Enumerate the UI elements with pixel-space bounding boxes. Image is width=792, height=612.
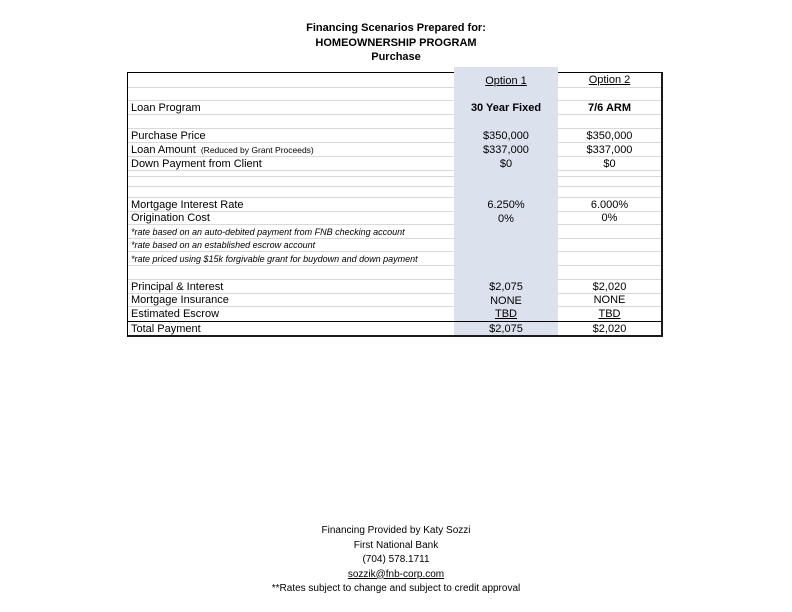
title-line-purchase: Purchase — [371, 51, 421, 63]
row-label: Purchase Price — [128, 129, 454, 143]
table-row-empty — [128, 115, 661, 129]
row-label: Estimated Escrow — [131, 308, 220, 320]
page-title — [0, 21, 792, 65]
row-label: Down Payment from Client — [128, 157, 454, 171]
option1-value: $337,000 — [454, 143, 558, 157]
option2-header-cell — [558, 73, 661, 88]
option2-tbd: TBD — [598, 308, 621, 320]
loan-amount-note: (Reduced by Grant Proceeds) — [200, 144, 314, 155]
table-header-row — [128, 73, 661, 88]
row-label: Loan Program — [128, 101, 454, 115]
row-label — [128, 143, 454, 157]
table-row-empty — [128, 266, 661, 280]
table-row-total-payment — [128, 321, 661, 335]
table-row-down-payment — [128, 157, 661, 171]
option1-value: $350,000 — [454, 129, 558, 143]
option2-value — [558, 307, 661, 321]
title-line-program: HOMEOWNERSHIP PROGRAM — [315, 36, 477, 49]
option2-value — [558, 266, 661, 280]
row-label — [128, 177, 454, 187]
footer-email-row — [0, 568, 792, 583]
row-label: Total Payment — [131, 322, 201, 335]
option2-value — [558, 187, 661, 198]
table-row-footnote — [128, 252, 661, 266]
financing-table — [127, 72, 663, 337]
row-label — [128, 115, 454, 129]
option1-header-cell — [454, 73, 558, 88]
option1-value — [454, 88, 558, 101]
option2-value: $350,000 — [558, 129, 661, 143]
title-line-prepared-for: Financing Scenarios Prepared for: — [306, 22, 486, 34]
row-label: Mortgage Insurance — [128, 294, 454, 307]
table-row-estimated-escrow — [128, 307, 661, 321]
option1-value: 30 Year Fixed — [454, 101, 558, 115]
table-row-purchase-price — [128, 129, 661, 143]
footnote-escrow-account: *rate based on an established escrow account — [128, 239, 454, 252]
option2-value — [558, 252, 661, 266]
option1-value — [454, 177, 558, 187]
option2-value — [558, 115, 661, 129]
option2-value: 7/6 ARM — [558, 101, 661, 115]
table-row-mortgage-insurance — [128, 294, 661, 307]
option1-value: 0% — [454, 212, 558, 225]
option1-value — [454, 187, 558, 198]
row-label — [128, 266, 454, 280]
option1-value — [454, 307, 558, 321]
option2-header: Option 2 — [588, 74, 631, 86]
option1-value: $2,075 — [454, 280, 558, 294]
footer-phone: (704) 578.1711 — [362, 554, 430, 565]
contact-footer — [0, 524, 792, 597]
email-link[interactable]: sozzik@fnb-corp.com — [347, 568, 445, 580]
footer-rates-disclaimer: **Rates subject to change and subject to credit approval — [271, 583, 521, 594]
row-label: Origination Cost — [128, 212, 454, 225]
table-row-principal-interest — [128, 280, 661, 294]
option1-value — [454, 266, 558, 280]
option2-value: $0 — [558, 157, 661, 171]
table-row-loan-program — [128, 101, 661, 115]
table-row-footnote — [128, 239, 661, 252]
option2-value: $337,000 — [558, 143, 661, 157]
option2-value: $2,020 — [558, 280, 661, 294]
option1-header: Option 1 — [485, 74, 527, 87]
option2-value: $2,020 — [592, 322, 627, 335]
footer-provided-by: Financing Provided by Katy Sozzi — [321, 525, 471, 536]
footer-bank-name: First National Bank — [353, 539, 439, 551]
option1-tbd: TBD — [495, 308, 517, 320]
option2-value: NONE — [558, 294, 661, 307]
option1-value — [454, 252, 558, 266]
table-row-empty — [128, 88, 661, 101]
table-row-empty — [128, 187, 661, 198]
option1-value — [454, 225, 558, 239]
option2-value: 0% — [558, 212, 661, 225]
option2-value — [558, 225, 661, 239]
option2-value — [558, 177, 661, 187]
footnote-forgivable-grant: *rate priced using $15k forgivable grant for buydown and down payment — [128, 252, 454, 266]
header-label-spacer — [128, 73, 454, 88]
option1-value — [454, 239, 558, 252]
row-label: Principal & Interest — [128, 280, 454, 294]
row-label — [128, 187, 454, 198]
option1-value: NONE — [454, 294, 558, 307]
option1-value — [454, 115, 558, 129]
option1-value: $2,075 — [454, 322, 558, 335]
loan-amount-label: Loan Amount — [131, 143, 196, 156]
footnote-auto-debit: *rate based on an auto-debited payment from FNB checking account — [128, 225, 454, 239]
table-row-loan-amount — [128, 143, 661, 157]
row-label: Mortgage Interest Rate — [128, 198, 454, 212]
table-row-footnote — [128, 225, 661, 239]
option2-value — [558, 239, 661, 252]
option2-value: 6.000% — [558, 198, 661, 212]
table-row-empty — [128, 177, 661, 187]
option2-value — [558, 88, 661, 101]
option1-value: $0 — [454, 157, 558, 171]
table-row-interest-rate — [128, 198, 661, 212]
table-row-origination-cost — [128, 212, 661, 225]
row-label — [128, 88, 454, 101]
option1-value: 6.250% — [454, 198, 558, 212]
